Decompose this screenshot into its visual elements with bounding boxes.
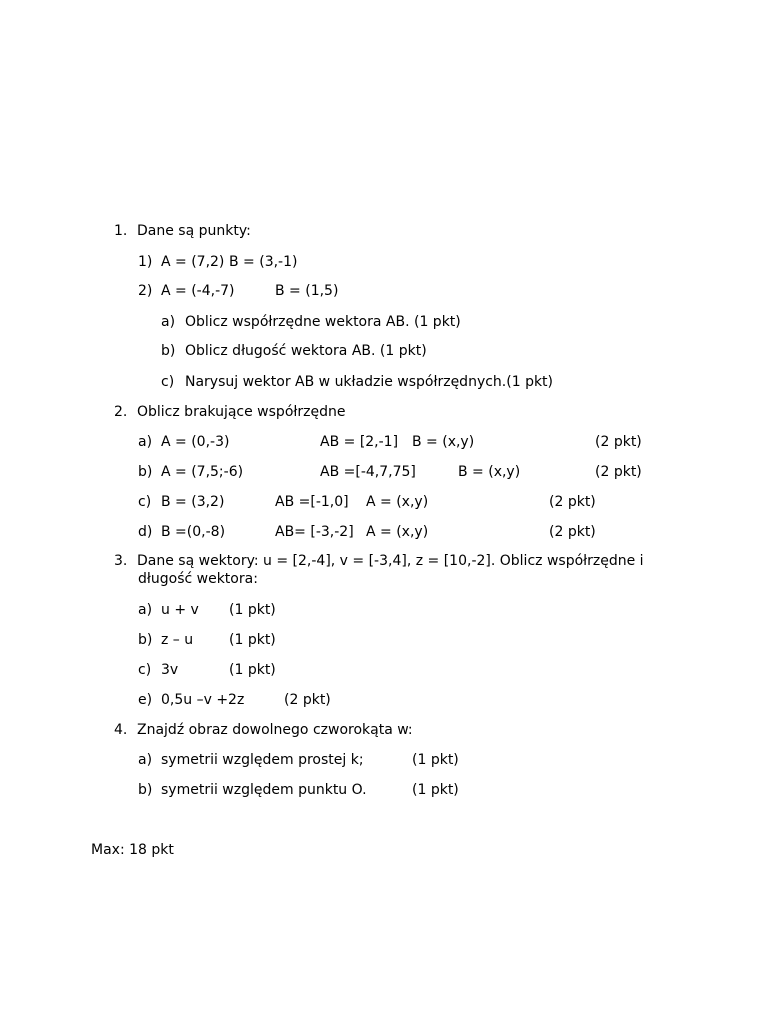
- task3-item-b-expr: z – u: [161, 632, 194, 648]
- task3-item-c-label: c): [138, 662, 152, 678]
- task4-item-a-label: a): [138, 752, 153, 768]
- task2-number: 2.: [114, 404, 128, 420]
- task2-item-d-given: B =(0,-8): [161, 524, 226, 540]
- task2-item-b-vector: AB =[-4,7,75]: [320, 464, 416, 480]
- task1-subtask-a-label: a): [161, 314, 176, 330]
- task2-item-c-vector: AB =[-1,0]: [275, 494, 349, 510]
- task2-item-d-vector: AB= [-3,-2]: [275, 524, 354, 540]
- task2-item-b-label: b): [138, 464, 153, 480]
- task2-title: Oblicz brakujące współrzędne: [137, 404, 346, 420]
- task3-title-line1: Dane są wektory: u = [2,-4], v = [-3,4], z = [10,-2]. Oblicz współrzędne i: [137, 553, 644, 569]
- task1-pair2-point-b: B = (1,5): [275, 283, 339, 299]
- task2-item-a-label: a): [138, 434, 153, 450]
- task1-pair1-label: 1): [138, 254, 153, 270]
- task4-item-b-points: (1 pkt): [412, 782, 459, 798]
- task2-item-a-vector: AB = [2,-1]: [320, 434, 399, 450]
- task2-item-a-given: A = (0,-3): [161, 434, 230, 450]
- task4-title: Znajdź obraz dowolnego czworokąta w:: [137, 722, 413, 738]
- task3-item-a-points: (1 pkt): [229, 602, 276, 618]
- task2-item-b-find: B = (x,y): [458, 464, 521, 480]
- task1-subtask-b-label: b): [161, 343, 176, 359]
- task1-title: Dane są punkty:: [137, 223, 251, 239]
- task1-subtask-b-text: Oblicz długość wektora AB. (1 pkt): [185, 343, 427, 359]
- task3-item-c-expr: 3v: [161, 662, 179, 678]
- task2-item-d-points: (2 pkt): [549, 524, 596, 540]
- task2-item-b-points: (2 pkt): [595, 464, 642, 480]
- task4-item-a-points: (1 pkt): [412, 752, 459, 768]
- task1-number: 1.: [114, 223, 128, 239]
- task3-item-a-label: a): [138, 602, 153, 618]
- task2-item-d-find: A = (x,y): [366, 524, 429, 540]
- task2-item-a-find: B = (x,y): [412, 434, 475, 450]
- task3-title-line2: długość wektora:: [138, 571, 258, 587]
- task2-item-c-points: (2 pkt): [549, 494, 596, 510]
- task1-pair1-point-a: A = (7,2): [161, 254, 225, 270]
- task2-item-c-label: c): [138, 494, 152, 510]
- task4-item-b-text: symetrii względem punktu O.: [161, 782, 367, 798]
- task4-item-b-label: b): [138, 782, 153, 798]
- task3-item-e-label: e): [138, 692, 153, 708]
- task4-item-a-text: symetrii względem prostej k;: [161, 752, 364, 768]
- task2-item-b-given: A = (7,5;-6): [161, 464, 244, 480]
- max-points-total: Max: 18 pkt: [91, 842, 174, 858]
- task3-item-a-expr: u + v: [161, 602, 199, 618]
- task3-item-e-points: (2 pkt): [284, 692, 331, 708]
- task3-item-b-points: (1 pkt): [229, 632, 276, 648]
- task3-item-e-expr: 0,5u –v +2z: [161, 692, 245, 708]
- task3-item-c-points: (1 pkt): [229, 662, 276, 678]
- task4-number: 4.: [114, 722, 128, 738]
- task2-item-c-find: A = (x,y): [366, 494, 429, 510]
- task1-subtask-c-text: Narysuj wektor AB w układzie współrzędnych.(1 pkt): [185, 374, 554, 390]
- task3-item-b-label: b): [138, 632, 153, 648]
- task1-subtask-c-label: c): [161, 374, 175, 390]
- task1-pair1-point-b: B = (3,-1): [229, 254, 298, 270]
- task2-item-c-given: B = (3,2): [161, 494, 225, 510]
- task1-pair2-label: 2): [138, 283, 153, 299]
- task3-number: 3.: [114, 553, 128, 569]
- task1-subtask-a-text: Oblicz współrzędne wektora AB. (1 pkt): [185, 314, 461, 330]
- task2-item-a-points: (2 pkt): [595, 434, 642, 450]
- task1-pair2-point-a: A = (-4,-7): [161, 283, 235, 299]
- task2-item-d-label: d): [138, 524, 153, 540]
